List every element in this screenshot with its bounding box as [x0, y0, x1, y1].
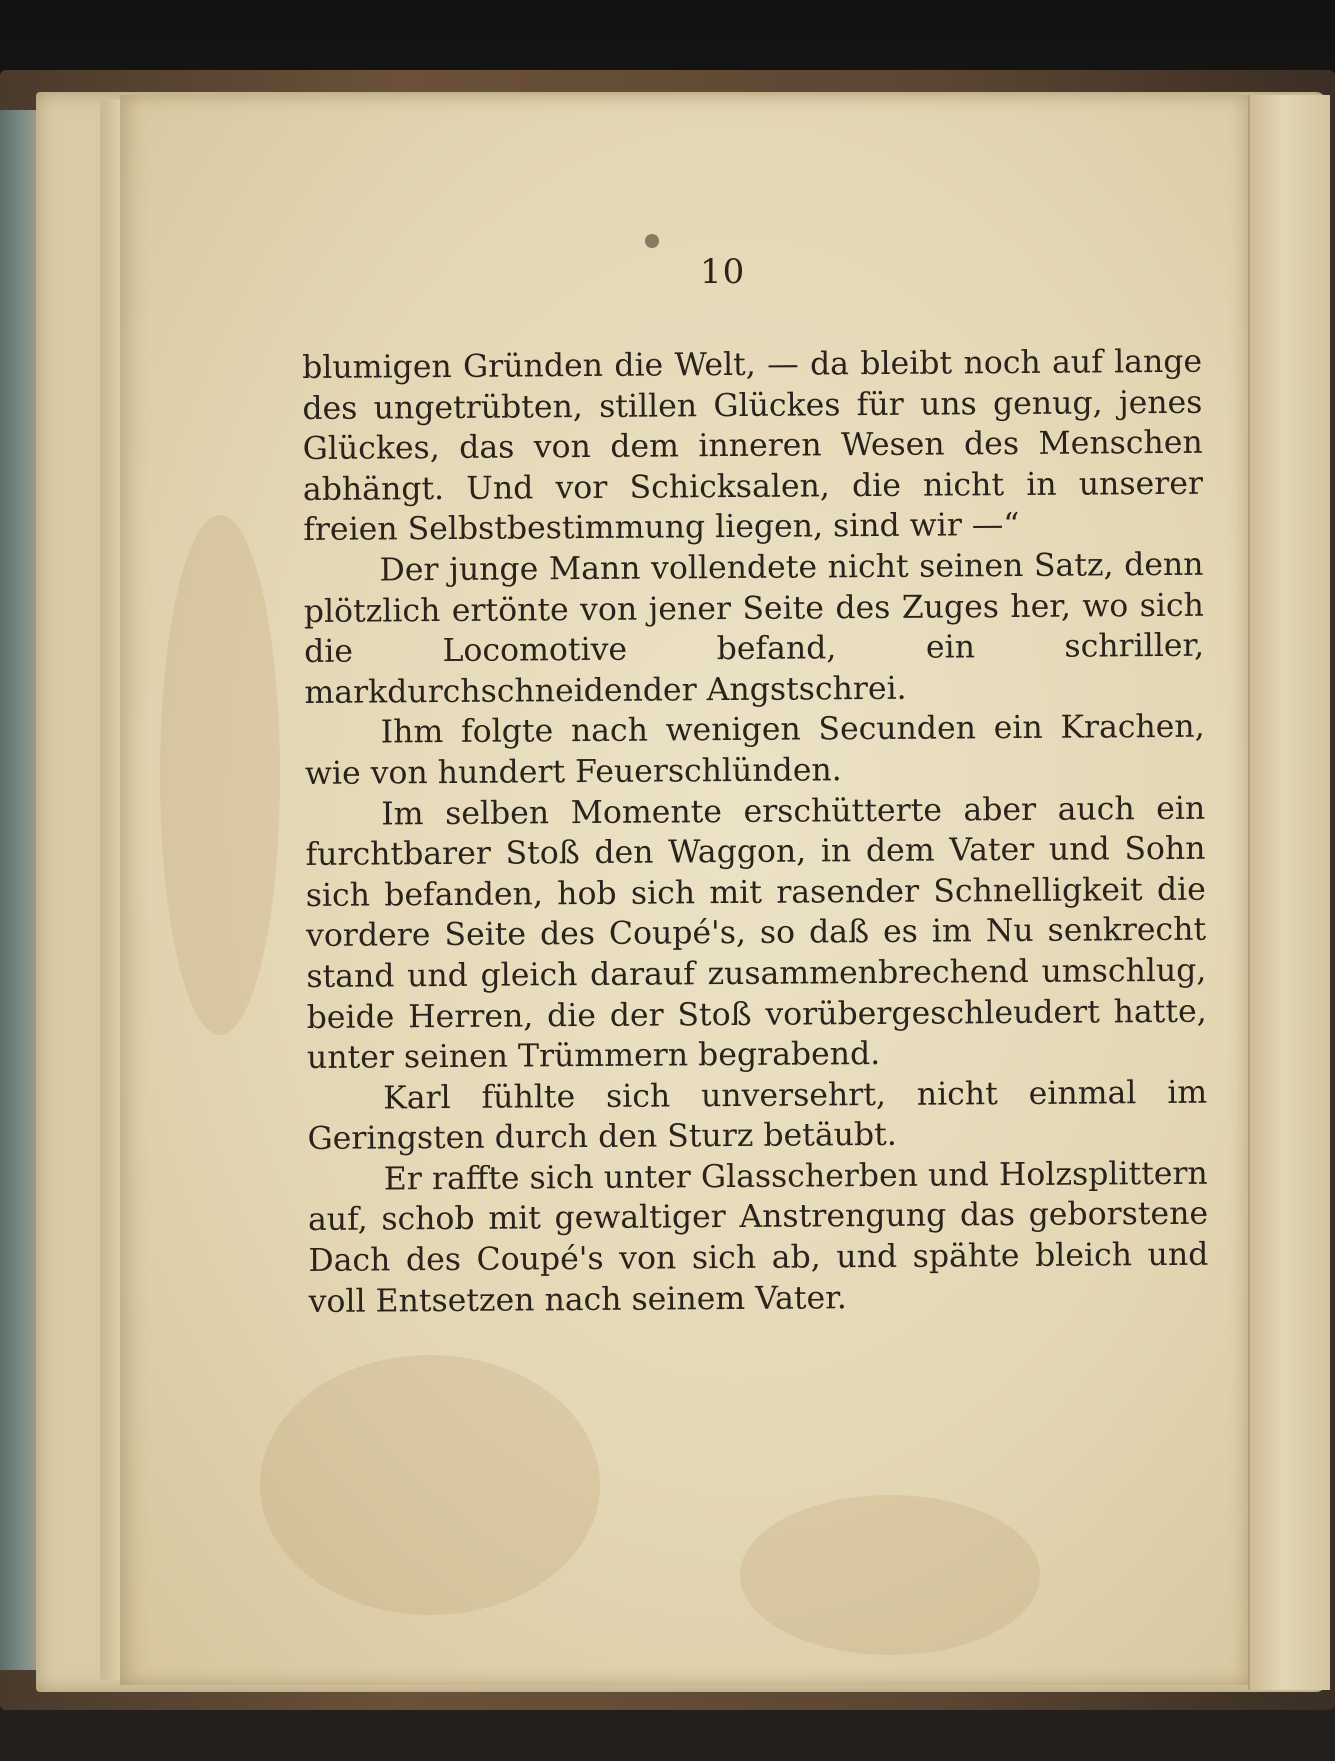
- paper-stain: [740, 1495, 1040, 1655]
- page-body-text: [302, 342, 1209, 1323]
- paragraph: blumigen Gründen die Welt, — da bleibt noch auf lange des ungetrübten, stillen Glückes für uns genug, jenes Glückes, das von dem inneren Wesen des Menschen abhängt. Und vor Schicksalen, die nicht in unserer freien Selbstbestimmung liegen, sind wir —“: [302, 343, 1204, 549]
- facing-page-edge: [1248, 95, 1330, 1690]
- paper-stain: [160, 515, 280, 1035]
- paper-stain: [260, 1355, 600, 1615]
- paragraph: Ihm folgte nach wenigen Secunden ein Krachen, wie von hundert Feuerschlünden.: [304, 709, 1205, 792]
- paragraph: Im selben Momente erschütterte aber auch ein furchtbarer Stoß den Waggon, in dem Vater und Sohn sich befanden, hob sich mit rasender Schnelligkeit die vordere Seite des Coupé's, so daß es im Nu senkrecht stand und gleich darauf zusammenbrechend umschlug, beide Herren, die der Stoß vorübergeschleudert hatte, unter seinen Trümmern begrabend.: [305, 790, 1207, 1077]
- paragraph: Er raffte sich unter Glasscherben und Holzsplittern auf, schob mit gewaltiger Anstrengung das geborstene Dach des Coupé's von sich ab, und spähte bleich und voll Entsetzen nach seinem Vater.: [307, 1155, 1209, 1320]
- page-number: 10: [700, 252, 746, 292]
- paragraph: Karl fühlte sich unversehrt, nicht einmal im Geringsten durch den Sturz betäubt.: [307, 1074, 1208, 1158]
- paragraph: Der junge Mann vollendete nicht seinen Satz, denn plötzlich ertönte von jener Seite des Zuges her, wo sich die Locomotive befand, ein schriller, markdurchschneidender Angstschrei.: [303, 546, 1205, 711]
- ink-spot: [645, 234, 659, 248]
- cover-edge: [0, 110, 40, 1670]
